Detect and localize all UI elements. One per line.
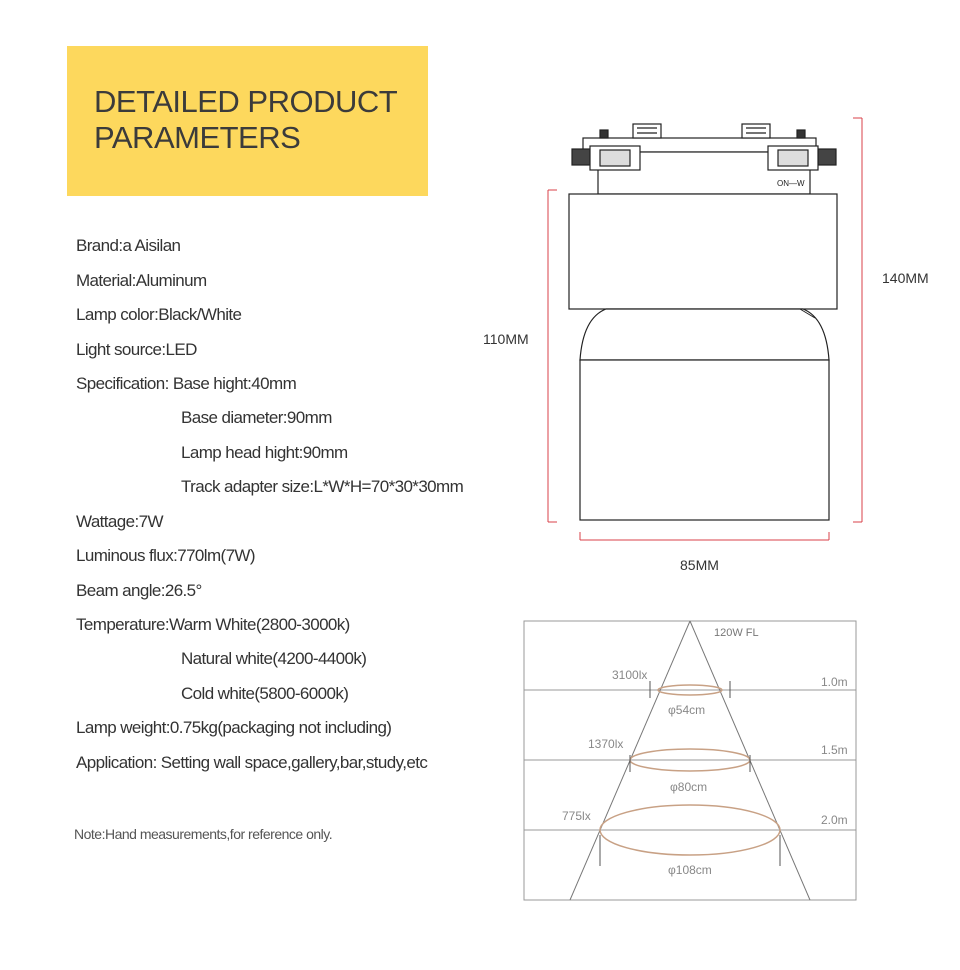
dimension-width: 85MM xyxy=(680,557,719,573)
param-track-adapter: Track adapter size:L*W*H=70*30*30mm xyxy=(181,477,464,496)
diameter-1-5m: φ80cm xyxy=(670,780,708,794)
param-light-source: Light source:LED xyxy=(76,340,197,359)
diameter-1m: φ54cm xyxy=(668,703,706,717)
distance-1-5m: 1.5m xyxy=(821,743,848,757)
param-wattage: Wattage:7W xyxy=(76,512,163,531)
param-beam-angle: Beam angle:26.5° xyxy=(76,581,202,600)
distance-2m: 2.0m xyxy=(821,813,848,827)
param-luminous-flux: Luminous flux:770lm(7W) xyxy=(76,546,255,565)
param-natural-white: Natural white(4200-4400k) xyxy=(181,649,367,668)
title-line-2: PARAMETERS xyxy=(94,120,301,155)
param-application: Application: Setting wall space,gallery,bar,study,etc xyxy=(76,753,428,772)
param-lamp-color: Lamp color:Black/White xyxy=(76,305,242,324)
param-base-diameter: Base diameter:90mm xyxy=(181,408,332,427)
diameter-2m: φ108cm xyxy=(668,863,712,877)
switch-label: ON—W xyxy=(777,179,805,188)
distance-1m: 1.0m xyxy=(821,675,848,689)
param-material: Material:Aluminum xyxy=(76,271,207,290)
lux-1-5m: 1370lx xyxy=(588,737,624,751)
lux-1m: 3100lx xyxy=(612,668,648,682)
param-lamp-weight: Lamp weight:0.75kg(packaging not including) xyxy=(76,718,392,737)
measurement-note: Note:Hand measurements,for reference only. xyxy=(74,826,333,842)
lux-2m: 775lx xyxy=(562,809,591,823)
param-temperature: Temperature:Warm White(2800-3000k) xyxy=(76,615,350,634)
param-brand: Brand:a Aisilan xyxy=(76,236,181,255)
param-specification: Specification: Base hight:40mm xyxy=(76,374,297,393)
dimension-height-body: 110MM xyxy=(483,331,529,347)
beam-chart-frame xyxy=(524,621,856,900)
dimension-height-total: 140MM xyxy=(882,270,929,286)
beam-chart-title: 120W FL xyxy=(714,627,759,639)
title-line-1: DETAILED PRODUCT xyxy=(94,84,398,119)
param-cold-white: Cold white(5800-6000k) xyxy=(181,684,349,703)
param-lamp-head-hight: Lamp head hight:90mm xyxy=(181,443,348,462)
